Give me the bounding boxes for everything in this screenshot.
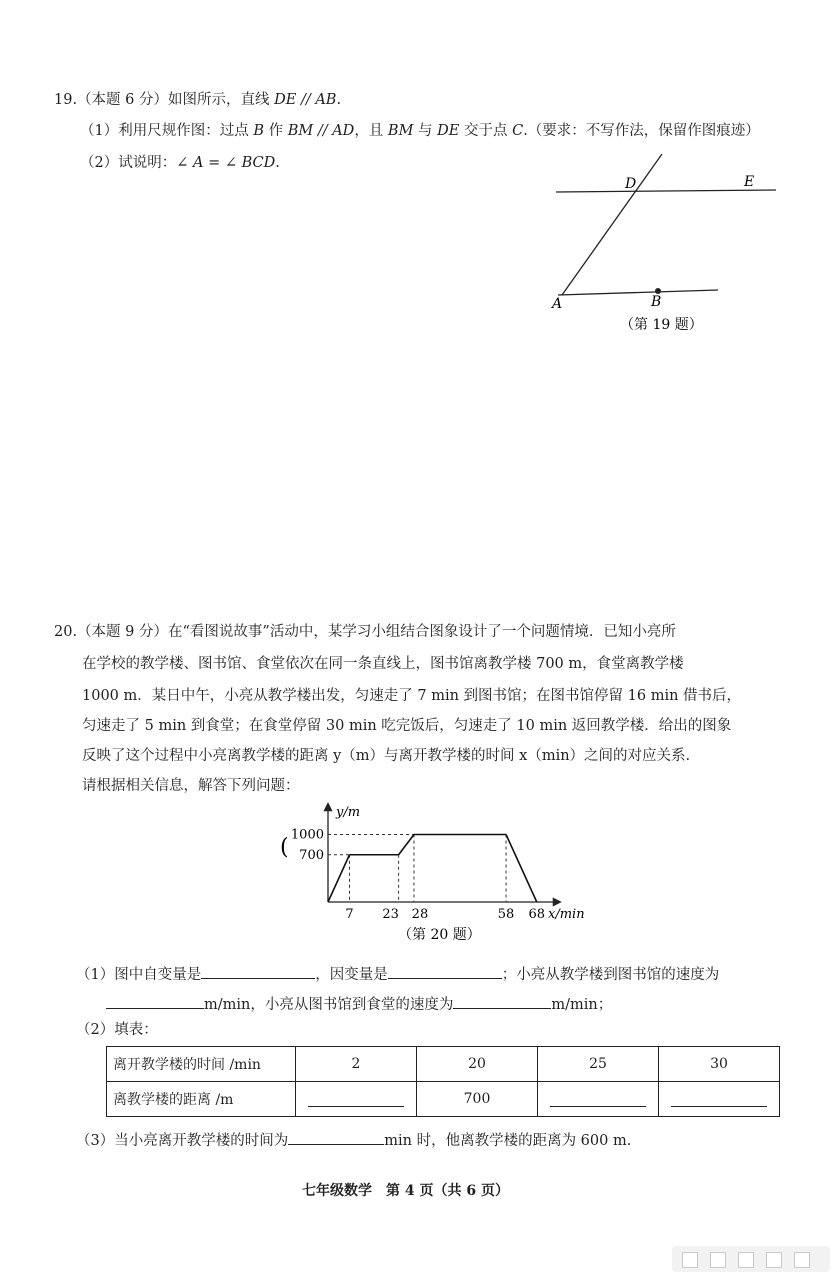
q20-line-6: 请根据相关信息，解答下列问题：: [82, 778, 300, 794]
q20-fill-table: [106, 1046, 780, 1117]
x-tick-label: 28: [411, 907, 429, 922]
q19-caption: （第 19 题）: [620, 317, 703, 333]
x-tick-label: 23: [382, 907, 399, 922]
distance-cell: 700: [417, 1082, 538, 1117]
line-ad: [562, 154, 662, 295]
q20-graph: [270, 798, 610, 948]
label-e: E: [744, 174, 755, 190]
x-tick-label: 58: [497, 907, 515, 922]
time-cell: 30: [659, 1047, 780, 1082]
left-bracket-mark: (: [280, 835, 289, 860]
dependent-variable-blank[interactable]: [388, 962, 502, 979]
label-d: D: [625, 176, 637, 192]
toolbar-button[interactable]: [766, 1252, 782, 1268]
independent-variable-blank[interactable]: [201, 962, 315, 979]
q20-line-2: 在学校的教学楼、图书馆、食堂依次在同一条直线上，图书馆离教学楼 700 m，食堂离教学楼: [82, 656, 684, 672]
q20-line-5: 反映了这个过程中小亮离教学楼的距离 y（m）与离开教学楼的时间 x（min）之间的对应关系.: [82, 748, 691, 764]
speed-to-library-blank[interactable]: [106, 992, 204, 1009]
q20-number: 20.: [54, 624, 78, 640]
q20-line-1: 20.（本题 9 分）在“看图说故事”活动中，某学习小组结合图象设计了一个问题情境．已知小亮所: [54, 624, 676, 640]
label-b: B: [651, 294, 662, 310]
line-ab: [558, 290, 718, 295]
chart-layer: [291, 828, 545, 923]
q20-line-3: 1000 m．某日中午，小亮从教学楼出发，匀速走了 7 min 到图书馆；在图书馆停留 16 min 借书后，: [82, 688, 742, 704]
distance-cell-blank[interactable]: [296, 1082, 417, 1117]
q20-part1-line2: m/min，小亮从图书馆到食堂的速度为 m/min；: [106, 992, 612, 1015]
x-tick-label: 7: [345, 907, 354, 922]
x-axis-label: x/min: [548, 907, 585, 922]
q19-part2: （2）试说明：∠ A = ∠ BCD.: [80, 155, 280, 171]
table-row-time: [107, 1047, 780, 1082]
graph-segment: [506, 835, 537, 903]
time-cell: 25: [538, 1047, 659, 1082]
q20-caption: （第 20 题）: [398, 927, 481, 943]
graph-segment: [399, 835, 414, 855]
speed-to-canteen-blank[interactable]: [453, 992, 551, 1009]
time-cell: 20: [417, 1047, 538, 1082]
time-600m-blank[interactable]: [288, 1128, 384, 1145]
y-tick-label: 1000: [290, 827, 324, 843]
q20-line-4: 匀速走了 5 min 到食堂；在食堂停留 30 min 吃完饭后，匀速走了 10 min 返回教学楼．给出的图象: [82, 718, 732, 734]
row-header-time: 离开教学楼的时间 /min: [107, 1047, 296, 1082]
toolbar-button[interactable]: [738, 1252, 754, 1268]
label-a: A: [552, 296, 563, 312]
table-row-distance: [107, 1082, 780, 1117]
q19-number: 19.: [54, 92, 78, 108]
distance-cell-blank[interactable]: [538, 1082, 659, 1117]
y-tick-label: 700: [299, 847, 324, 863]
toolbar-button[interactable]: [794, 1252, 810, 1268]
x-tick-label: 68: [528, 907, 546, 922]
row-header-distance: 离教学楼的距离 /m: [107, 1082, 296, 1117]
toolbar-button[interactable]: [710, 1252, 726, 1268]
q19-figure: [540, 148, 790, 343]
q19-statement: 19.（本题 6 分）如图所示，直线 DE // AB.: [54, 92, 342, 108]
q19-part1: （1）利用尺规作图：过点 B 作 BM // AD，且 BM 与 DE 交于点 C.（要求：不写作法，保留作图痕迹）: [80, 123, 760, 139]
viewer-toolbar: [672, 1246, 830, 1272]
line-de: [556, 190, 776, 192]
page-footer: 七年级数学 第 4 页（共 6 页）: [302, 1183, 509, 1199]
time-cell: 2: [296, 1047, 417, 1082]
distance-cell-blank[interactable]: [659, 1082, 780, 1117]
toolbar-button[interactable]: [682, 1252, 698, 1268]
q20-part1-line1: （1）图中自变量是 ，因变量是 ；小亮从教学楼到图书馆的速度为: [76, 962, 719, 985]
q20-part3: （3）当小亮离开教学楼的时间为 min 时，他离教学楼的距离为 600 m.: [76, 1128, 631, 1151]
graph-segment: [328, 855, 349, 902]
q20-part2-label: （2）填表：: [76, 1022, 158, 1038]
y-axis-label: y/m: [336, 805, 361, 820]
